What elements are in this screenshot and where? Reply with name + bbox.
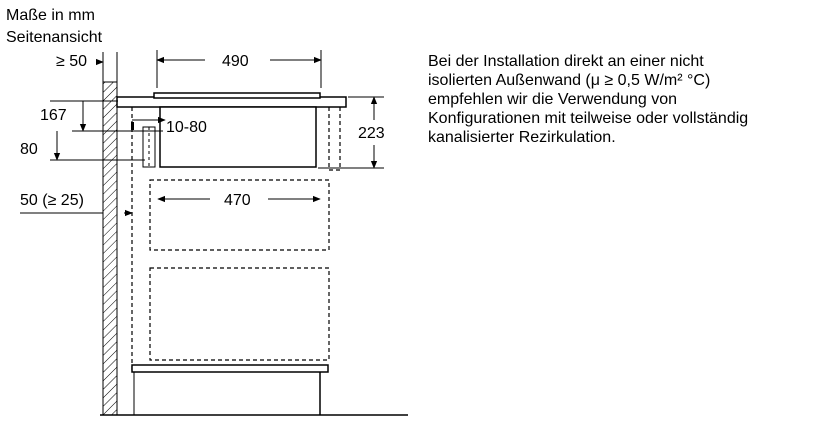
upper-drawer [150, 180, 329, 250]
unit-label: Maße in mm [6, 7, 95, 24]
gap-label: 10-80 [166, 119, 207, 136]
wall-offset-label: 50 (≥ 25) [20, 192, 84, 209]
wall-gap-label: ≥ 50 [56, 53, 88, 70]
inner-width-label: 470 [224, 192, 251, 209]
cabinet-bottom [132, 365, 328, 372]
installation-note [428, 52, 828, 147]
view-label: Seitenansicht [6, 29, 103, 46]
height-80-label: 80 [20, 141, 38, 158]
wall [103, 82, 117, 415]
cooktop-glass [154, 93, 320, 98]
lower-drawer [150, 268, 329, 360]
note-line: Konfigurationen mit teilweise oder vollständig [428, 110, 749, 127]
note-line: isolierten Außenwand (μ ≥ 0,5 W/m² °C) [428, 72, 711, 89]
height-223-label: 223 [358, 125, 385, 142]
note-line: kanalisierter Rezirkulation. [428, 129, 616, 146]
cooktop-width-label: 490 [222, 53, 249, 70]
cooktop-body [160, 107, 316, 167]
depth-167-label: 167 [40, 107, 67, 124]
note-line: Bei der Installation direkt an einer nicht [428, 53, 704, 70]
note-line: empfehlen wir die Verwendung von [428, 91, 678, 108]
